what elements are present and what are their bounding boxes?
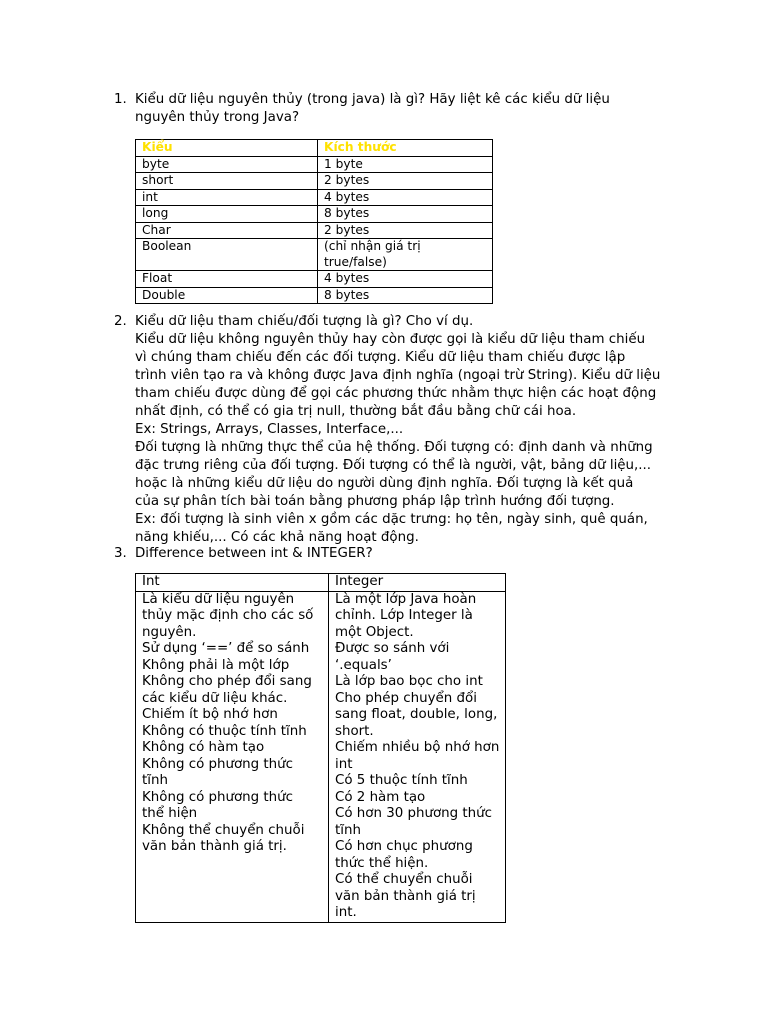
int-cell-line: Không có hàm tạo [142, 740, 265, 755]
question-3-number: 3. [114, 546, 127, 561]
table-row [136, 271, 493, 288]
table-row [136, 189, 493, 206]
integer-cell-line: tĩnh [335, 822, 361, 838]
question-2 [114, 313, 674, 547]
question-2-line: Ex: Strings, Arrays, Classes, Interface,... [135, 422, 404, 437]
integer-cell-line: ‘.equals’ [335, 657, 392, 673]
size-cell: 2 bytes [318, 173, 493, 190]
integer-cell-line: thức thể hiện. [335, 855, 429, 871]
size-cell: 8 bytes [318, 206, 493, 223]
integer-cell-line: Được so sánh với [335, 641, 450, 656]
question-1 [114, 91, 674, 127]
integer-cell-line: int. [335, 905, 357, 920]
question-2-line: năng khiếu,... Có các khả năng hoạt động. [135, 530, 419, 545]
header-type: Kiểu [136, 140, 318, 157]
integer-cell-line: int [335, 756, 353, 772]
question-1-text [135, 91, 674, 127]
table-row [136, 222, 493, 239]
question-2-line: của sự phân tích bài toán bằng phương pháp lập trình hướng đối tượng. [135, 494, 615, 509]
size-cell [318, 239, 493, 271]
question-2-line: Ex: đối tượng là sinh viên x gồm các dặc trưng: họ tên, ngày sinh, quê quán, [135, 512, 648, 527]
integer-cell-line: Là lớp bao bọc cho int [335, 674, 483, 689]
type-cell: byte [136, 156, 318, 173]
int-cell-line: thủy mặc định cho các số [142, 608, 314, 623]
int-cell-line: nguyên. [142, 624, 197, 640]
table-row [136, 173, 493, 190]
question-2-line: hoặc là những kiểu dữ liệu do người dùng định nghĩa. Đối tượng là kết quả [135, 476, 634, 491]
int-cell-line: Là kiểu dữ liệu nguyên [142, 591, 295, 607]
header-size: Kích thước [318, 140, 493, 157]
int-cell-line: Không thể chuyển chuỗi [142, 822, 305, 838]
integer-cell-line: một Object. [335, 624, 414, 640]
int-cell-line: Không có phương thức [142, 756, 294, 772]
table-row [136, 591, 506, 922]
int-cell-line: Không có thuộc tính tĩnh [142, 723, 307, 739]
size-cell: 4 bytes [318, 271, 493, 288]
integer-cell-line: Có hơn 30 phương thức [335, 806, 493, 821]
size-cell: 8 bytes [318, 287, 493, 304]
integer-cell-line: văn bản thành giá trị [335, 888, 476, 904]
type-cell: Float [136, 271, 318, 288]
size-cell: 4 bytes [318, 189, 493, 206]
integer-cell-line: Là một lớp Java hoàn [335, 591, 477, 607]
question-1-number: 1. [114, 92, 127, 107]
integer-cell-line: Có 2 hàm tạo [335, 789, 426, 805]
int-cell-line: văn bản thành giá trị. [142, 839, 287, 854]
int-vs-integer-table [135, 573, 506, 923]
type-cell: int [136, 189, 318, 206]
table-row [136, 156, 493, 173]
primitive-types-table [135, 139, 493, 304]
question-2-line: nhất định, có thể có gia trị null, thường bắt đầu bằng chữ cái hoa. [135, 404, 577, 419]
integer-cell-line: short. [335, 723, 374, 739]
integer-cell-line: sang float, double, long, [335, 707, 498, 722]
question-1-line: Kiểu dữ liệu nguyên thủy (trong java) là gì? Hãy liệt kê các kiểu dữ liệu [135, 92, 610, 107]
integer-cell-line: Có thể chuyển chuỗi [335, 872, 473, 887]
type-cell: Boolean [136, 239, 318, 271]
question-2-line: Kiểu dữ liệu tham chiếu/đối tượng là gì? Cho ví dụ. [135, 314, 474, 329]
integer-cell-line: Chiếm nhiều bộ nhớ hơn [335, 740, 500, 755]
int-cell-line: Không phải là một lớp [142, 657, 290, 673]
question-2-text [135, 313, 674, 547]
question-2-line: Kiểu dữ liệu không nguyên thủy hay còn được gọi là kiểu dữ liệu tham chiếu [135, 332, 646, 347]
int-cell [136, 591, 329, 922]
question-2-line: Đối tượng là những thực thể của hệ thống. Đối tượng có: định danh và những [135, 440, 653, 455]
integer-cell-line: chỉnh. Lớp Integer là [335, 608, 473, 623]
int-cell-line: Không có phương thức [142, 789, 294, 805]
question-3 [114, 545, 674, 563]
type-cell: long [136, 206, 318, 223]
type-cell: Double [136, 287, 318, 304]
question-3-line: Difference between int & INTEGER? [135, 546, 373, 561]
integer-cell-line: Có hơn chục phương [335, 839, 473, 854]
table-row [136, 287, 493, 304]
table-row [136, 206, 493, 223]
type-cell: Char [136, 222, 318, 239]
question-2-line: vì chúng tham chiếu đến các đối tượng. Kiểu dữ liệu tham chiếu được lập [135, 350, 626, 365]
table-header-row [136, 140, 493, 157]
size-cell: 1 byte [318, 156, 493, 173]
table-header-row [136, 574, 506, 592]
question-2-line: trình viên tạo ra và không được Java định nghĩa (ngoại trừ String). Kiểu dữ liệu [135, 368, 661, 383]
question-2-line: tham chiếu được dùng để gọi các phương thức nhằm thực hiện các hoạt động [135, 386, 657, 401]
type-cell: short [136, 173, 318, 190]
int-cell-line: thể hiện [142, 806, 198, 821]
question-2-line: đặc trưng riêng của đối tượng. Đối tượng có thể là người, vật, bảng dữ liệu,... [135, 458, 652, 473]
header-integer: Integer [329, 574, 506, 592]
integer-cell [329, 591, 506, 922]
size-cell: 2 bytes [318, 222, 493, 239]
size-cell-line: true/false) [324, 254, 387, 269]
table-row [136, 239, 493, 271]
question-3-text [135, 545, 674, 563]
size-cell-line: (chỉ nhận giá trị [324, 239, 421, 253]
int-cell-line: Chiếm ít bộ nhớ hơn [142, 707, 278, 722]
integer-cell-line: Cho phép chuyển đổi [335, 690, 477, 706]
int-cell-line: tĩnh [142, 773, 168, 788]
question-2-number: 2. [114, 314, 127, 329]
integer-cell-line: Có 5 thuộc tính tĩnh [335, 773, 468, 788]
header-int: Int [136, 574, 329, 592]
question-1-line: nguyên thủy trong Java? [135, 110, 300, 125]
int-cell-line: các kiểu dữ liệu khác. [142, 690, 288, 706]
int-cell-line: Sử dụng ‘==’ để so sánh [142, 641, 310, 656]
int-cell-line: Không cho phép đổi sang [142, 674, 312, 689]
